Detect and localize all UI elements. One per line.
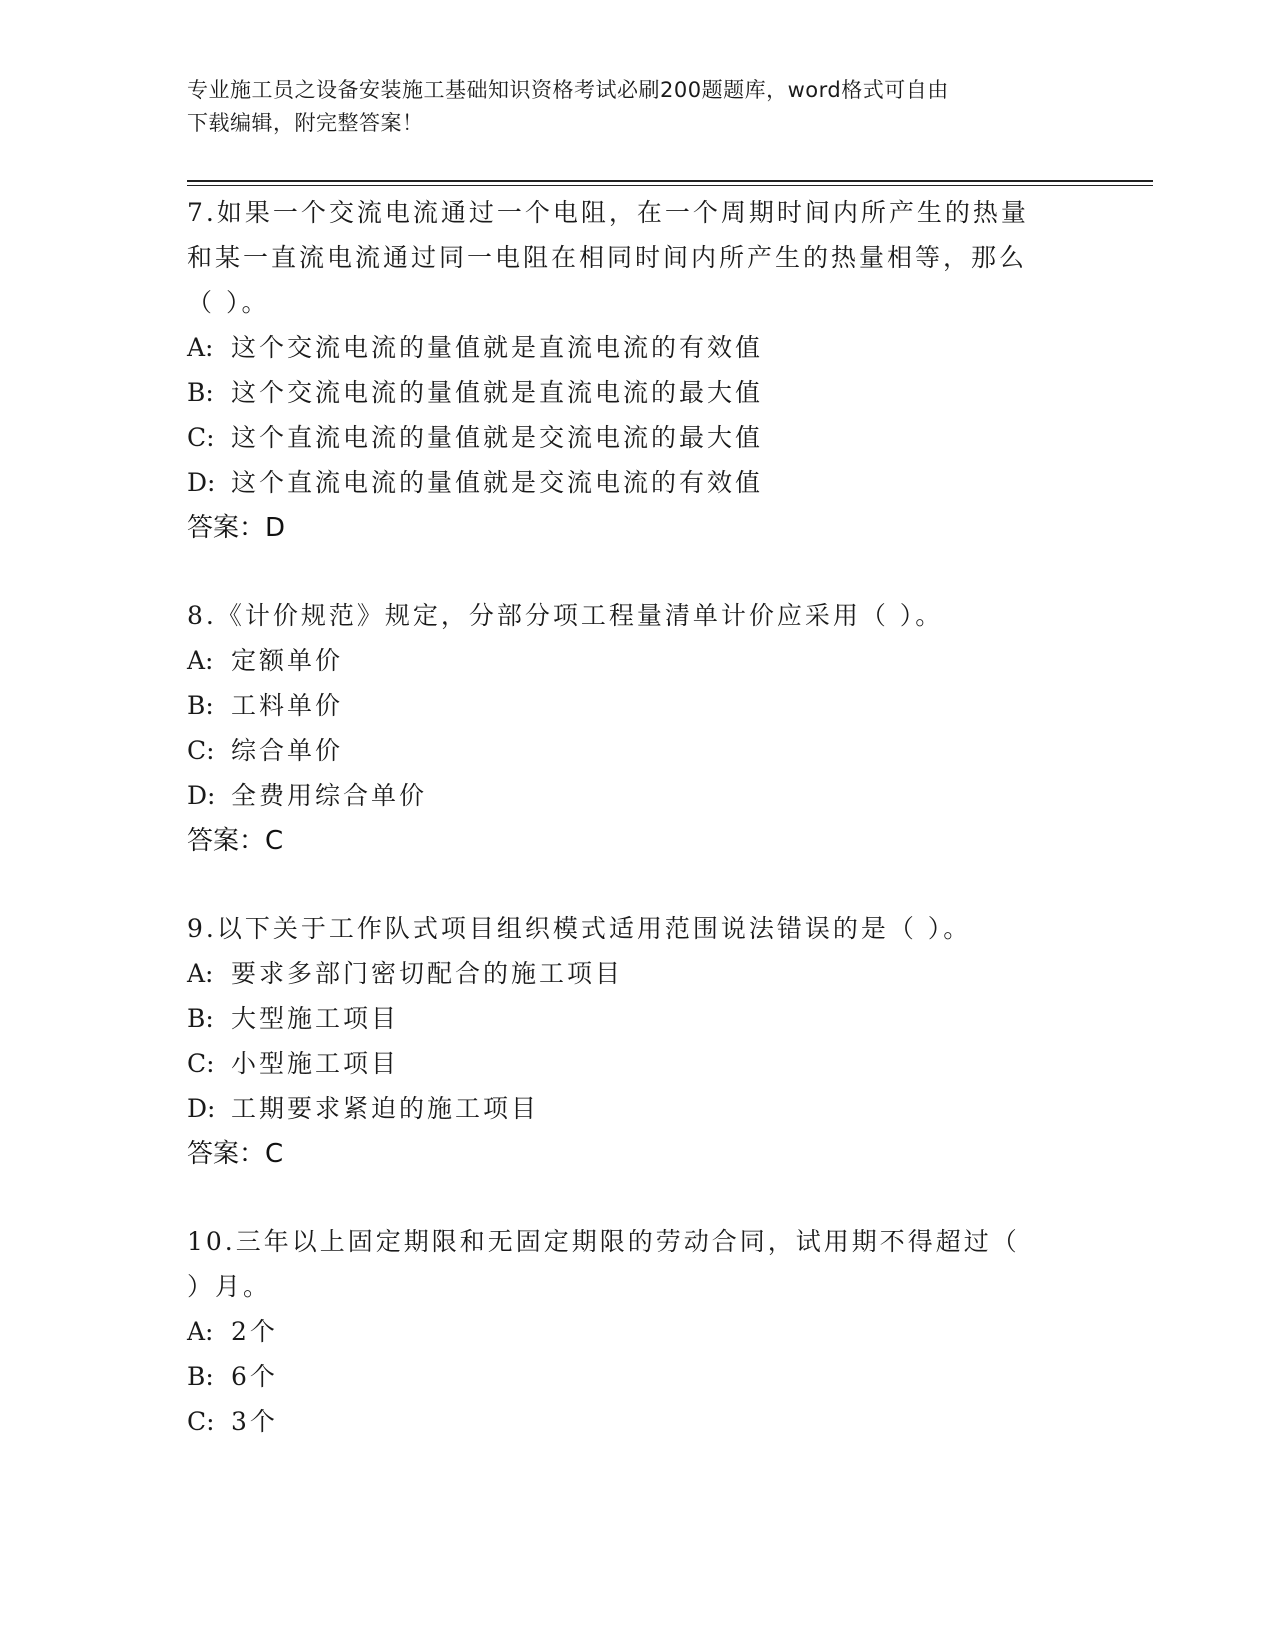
option-c xyxy=(187,728,1087,773)
option-text: 这个交流电流的量值就是直流电流的有效值 xyxy=(231,333,764,362)
question-list xyxy=(187,190,1087,1485)
option-label: D: xyxy=(187,468,216,497)
option-d xyxy=(187,773,1087,818)
header-rule-thick xyxy=(187,180,1153,182)
option-label: C: xyxy=(187,423,215,452)
question-9 xyxy=(187,906,1087,1178)
option-b xyxy=(187,1354,1087,1399)
answer-line: 答案：C xyxy=(187,1139,284,1169)
option-text: 工期要求紧迫的施工项目 xyxy=(231,1094,540,1123)
question-stem-line: 和某一直流电流通过同一电阻在相同时间内所产生的热量相等，那么 xyxy=(187,243,1028,272)
option-text: 6个 xyxy=(231,1362,278,1391)
option-text: 综合单价 xyxy=(231,736,344,765)
option-label: A: xyxy=(187,333,214,362)
question-stem-line: 8.《计价规范》规定，分部分项工程量清单计价应采用（ ）。 xyxy=(187,601,944,630)
option-label: D: xyxy=(187,781,216,810)
option-label: C: xyxy=(187,1049,215,1078)
question-stem-line: 10.三年以上固定期限和无固定期限的劳动合同，试用期不得超过（ xyxy=(187,1227,1020,1256)
option-text: 这个直流电流的量值就是交流电流的最大值 xyxy=(231,423,764,452)
option-text: 这个交流电流的量值就是直流电流的最大值 xyxy=(231,378,764,407)
option-label: B: xyxy=(187,1362,214,1391)
option-d xyxy=(187,1086,1087,1131)
question-stem-line: 7.如果一个交流电流通过一个电阻，在一个周期时间内所产生的热量 xyxy=(187,198,1029,227)
option-a xyxy=(187,1309,1087,1354)
answer-line: 答案：D xyxy=(187,513,286,543)
option-a xyxy=(187,951,1087,996)
option-b xyxy=(187,996,1087,1041)
option-c xyxy=(187,415,1087,460)
option-a xyxy=(187,638,1087,683)
option-label: C: xyxy=(187,1407,215,1436)
option-label: B: xyxy=(187,378,214,407)
question-7 xyxy=(187,190,1087,552)
option-label: C: xyxy=(187,736,215,765)
option-text: 工料单价 xyxy=(231,691,344,720)
option-c xyxy=(187,1041,1087,1086)
option-text: 2个 xyxy=(231,1317,278,1346)
question-8 xyxy=(187,593,1087,865)
question-stem-line: （ ）。 xyxy=(187,288,270,317)
option-label: A: xyxy=(187,959,214,988)
option-label: B: xyxy=(187,691,214,720)
option-label: A: xyxy=(187,1317,214,1346)
question-stem-line: 9.以下关于工作队式项目组织模式适用范围说法错误的是（ ）。 xyxy=(187,914,972,943)
document-header xyxy=(187,74,1067,140)
header-line-2: 下载编辑，附完整答案！ xyxy=(187,111,424,135)
option-label: B: xyxy=(187,1004,214,1033)
option-b xyxy=(187,370,1087,415)
option-c xyxy=(187,1399,1087,1444)
answer-line: 答案：C xyxy=(187,826,284,856)
option-text: 这个直流电流的量值就是交流电流的有效值 xyxy=(231,468,764,497)
header-rule-thin xyxy=(187,185,1153,186)
header-line-1: 专业施工员之设备安装施工基础知识资格考试必刷200题题库，word格式可自由 xyxy=(187,78,949,102)
option-text: 定额单价 xyxy=(231,646,344,675)
option-text: 3个 xyxy=(231,1407,278,1436)
question-10 xyxy=(187,1219,1087,1444)
option-text: 要求多部门密切配合的施工项目 xyxy=(231,959,624,988)
option-text: 小型施工项目 xyxy=(231,1049,400,1078)
option-label: A: xyxy=(187,646,214,675)
option-label: D: xyxy=(187,1094,216,1123)
option-d xyxy=(187,460,1087,505)
option-text: 全费用综合单价 xyxy=(231,781,428,810)
question-stem-line: ）月。 xyxy=(187,1272,272,1301)
option-text: 大型施工项目 xyxy=(231,1004,400,1033)
option-a xyxy=(187,325,1087,370)
option-b xyxy=(187,683,1087,728)
